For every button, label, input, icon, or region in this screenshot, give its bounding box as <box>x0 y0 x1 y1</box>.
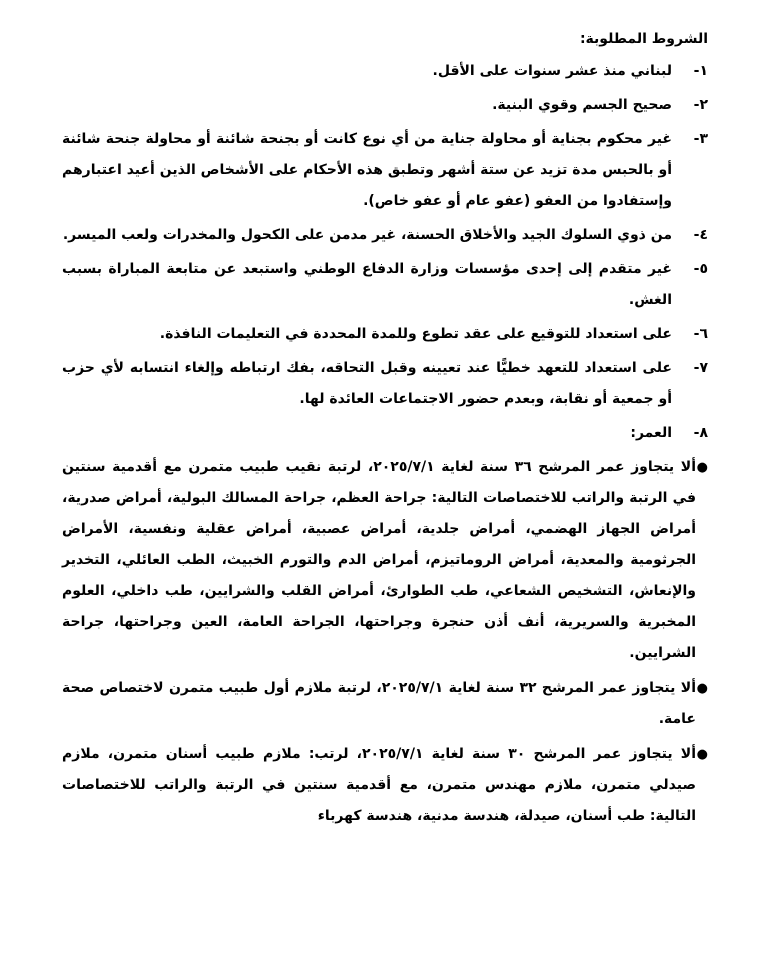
item-text: على استعداد للتعهد خطيًّا عند تعيينه وقبل التحاقه، بفك ارتباطه وإلغاء انتسابه لأي حزب أو جمعية أو نقابة، وبعدم حضور الاجتماعات العائدة لها. <box>62 360 672 407</box>
condition-item-7 <box>62 353 708 415</box>
document-page <box>62 22 708 836</box>
item-number: ٧- <box>693 360 708 376</box>
item-text: صحيح الجسم وقوي البنية. <box>492 97 672 113</box>
condition-item-6 <box>62 319 708 350</box>
item-number: ٦- <box>693 326 708 342</box>
item-text: العمر: <box>630 425 672 441</box>
bullet-text: ألا يتجاوز عمر المرشح ٣٢ سنة لغاية ٢٠٢٥/٧/١، لرتبة ملازم أول طبيب متمرن لاختصاص صحة عامة. <box>62 680 696 727</box>
item-number: ٥- <box>693 261 708 277</box>
bullet-text: ألا يتجاوز عمر المرشح ٣٠ سنة لغاية ٢٠٢٥/٧/١، لرتب: ملازم طبيب أسنان متمرن، ملازم صيدلي متمرن، ملازم مهندس متمرن، مع أقدمية سنتين في الرتبة والراتب للاختصاصات التالية: طب أسنان، صيدلة، هندسة مدنية، هندسة كهرباء <box>62 746 696 824</box>
bullet-icon: ● <box>696 681 708 696</box>
age-bullet-list <box>62 452 708 832</box>
item-number: ٢- <box>693 97 708 113</box>
item-text: غير محكوم بجناية أو محاولة جناية من أي نوع كانت أو بجنحة شائنة أو محاولة جنحة شائنة أو بالحبس مدة تزيد عن ستة أشهر وتطبق هذه الأحكام على الأشخاص الذين أعيد اعتبارهم وإستفادوا من العفو (عفو عام أو عفو خاص). <box>62 131 672 209</box>
condition-item-8 <box>62 418 708 449</box>
age-bullet-item <box>62 739 708 832</box>
age-bullet-item <box>62 673 708 735</box>
item-number: ٤- <box>693 227 708 243</box>
bullet-text: ألا يتجاوز عمر المرشح ٣٦ سنة لغاية ٢٠٢٥/٧/١، لرتبة نقيب طبيب متمرن مع أقدمية سنتين في الرتبة والراتب للاختصاصات التالية: جراحة العظم، جراحة المسالك البولية، أمراض صدرية، أمراض الجهاز الهضمي، أمراض جلدية، أمراض عصبية، أمراض عقلية ونفسية، الأمراض الجرثومية والمعدية، أمراض الروماتيزم، أمراض الدم والتورم الخبيث، الطب العائلي، التخدير والإنعاش، التشخيص الشعاعي، طب الطوارئ، أمراض القلب والشرايين، طب داخلي، العلوم المخبرية والسريرية، أنف أذن حنجرة وجراحتها، الجراحة العامة، العين وجراحتها، جراحة الشرايين. <box>62 459 696 661</box>
age-bullet-item <box>62 452 708 669</box>
condition-item-5 <box>62 254 708 316</box>
item-number: ٣- <box>693 131 708 147</box>
item-number: ٨- <box>693 425 708 441</box>
condition-item-2 <box>62 90 708 121</box>
bullet-icon: ● <box>696 460 708 475</box>
bullet-icon: ● <box>696 747 708 762</box>
item-number: ١- <box>693 63 708 79</box>
item-text: على استعداد للتوقيع على عقد تطوع وللمدة المحددة في التعليمات النافذة. <box>159 326 672 342</box>
item-text: غير متقدم إلى إحدى مؤسسات وزارة الدفاع الوطني واستبعد عن متابعة المباراة بسبب الغش. <box>62 261 672 308</box>
section-heading: الشروط المطلوبة: <box>579 31 708 47</box>
item-text: من ذوي السلوك الجيد والأخلاق الحسنة، غير مدمن على الكحول والمخدرات ولعب الميسر. <box>62 227 672 243</box>
condition-item-4 <box>62 220 708 251</box>
condition-item-1 <box>62 56 708 87</box>
condition-item-3 <box>62 124 708 217</box>
item-text: لبناني منذ عشر سنوات على الأقل. <box>432 63 672 79</box>
